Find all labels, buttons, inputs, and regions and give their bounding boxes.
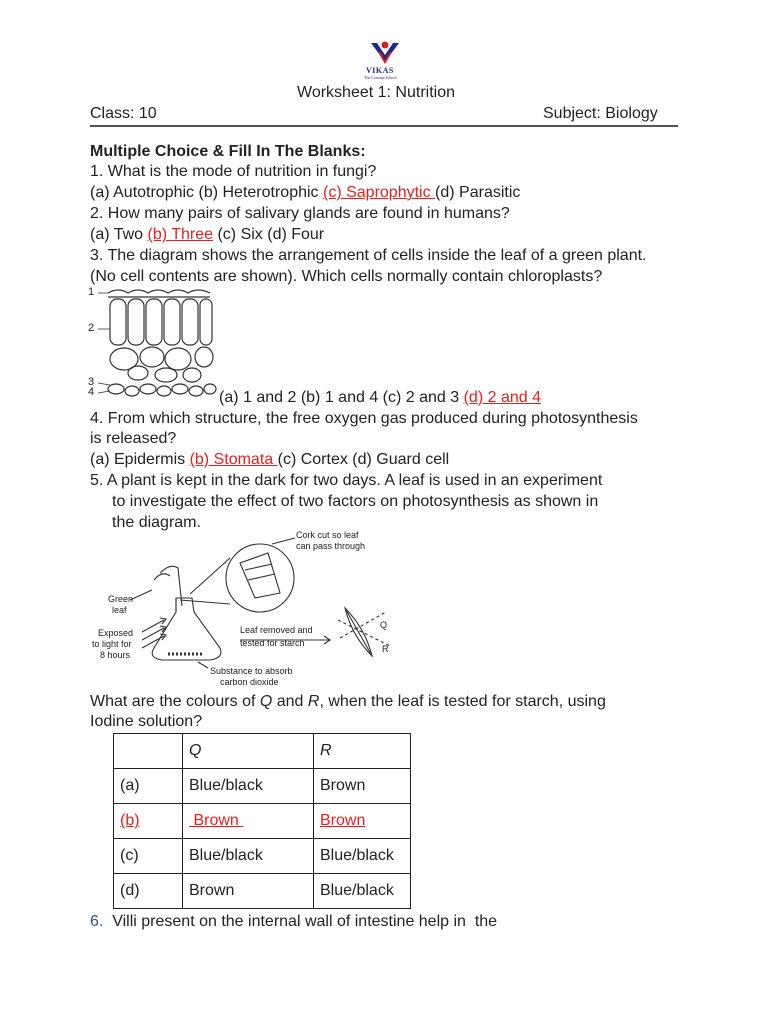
table-header-row bbox=[114, 734, 411, 769]
q6-text: Villi present on the internal wall of intestine help in the bbox=[103, 913, 498, 930]
table-cell bbox=[183, 804, 314, 839]
table-cell: Blue/black bbox=[183, 839, 314, 874]
q1-options-ab: (a) Autotrophic (b) Heterotrophic bbox=[90, 184, 323, 201]
header-rule bbox=[90, 125, 678, 127]
table-header-cell bbox=[183, 734, 314, 769]
q3-options-abc: (a) 1 and 2 (b) 1 and 4 (c) 2 and 3 bbox=[219, 389, 464, 406]
label-exposed: Exposed bbox=[98, 628, 134, 638]
cell-label-1: 1 bbox=[88, 286, 95, 298]
label-removed: Leaf removed and bbox=[240, 625, 313, 635]
q5-line3: the diagram. bbox=[112, 514, 201, 531]
q4-answer: (b) Stomata bbox=[189, 451, 278, 468]
q1-answer: (c) Saprophytic bbox=[323, 184, 436, 201]
table-row-answer bbox=[114, 804, 411, 839]
q4-options-cd: (c) Cortex (d) Guard cell bbox=[277, 451, 450, 468]
answer-table bbox=[113, 733, 411, 909]
cell-label-3: 3 bbox=[88, 376, 95, 388]
q3-line1: 3. The diagram shows the arrangement of cells inside the leaf of a green plant. bbox=[90, 247, 647, 264]
table-header-cell bbox=[114, 734, 183, 769]
q5-line2: to investigate the effect of two factors on photosynthesis as shown in bbox=[112, 493, 599, 510]
table-cell: Blue/black bbox=[314, 839, 411, 874]
table-row bbox=[114, 769, 411, 804]
label-tested: tested for starch bbox=[240, 638, 305, 648]
q2-options-cd: (c) Six (d) Four bbox=[213, 226, 325, 243]
q1-question: 1. What is the mode of nutrition in fungi? bbox=[90, 163, 377, 180]
label-leaf: leaf bbox=[112, 605, 127, 615]
q5-prompt-r: R bbox=[307, 693, 320, 710]
table-cell: Brown bbox=[183, 874, 314, 909]
header-r: R bbox=[320, 742, 332, 759]
header-q: Q bbox=[189, 742, 202, 759]
label-q: Q bbox=[380, 620, 388, 630]
label-co2: carbon dioxide bbox=[220, 677, 279, 687]
q5-prompt-c: , when the leaf is tested for starch, using bbox=[319, 693, 606, 710]
label-r: R bbox=[382, 644, 389, 654]
logo-text: VIKAS bbox=[366, 66, 394, 75]
q6-number: 6. bbox=[90, 913, 104, 930]
subject-label: Subject: Biology bbox=[543, 105, 658, 122]
q3-options bbox=[219, 388, 541, 408]
q1-options bbox=[90, 183, 520, 203]
table-row bbox=[114, 874, 411, 909]
class-label: Class: 10 bbox=[90, 105, 157, 122]
logo-subtext: The Concept School bbox=[364, 75, 397, 80]
table-header-cell bbox=[314, 734, 411, 769]
label-light: to light for bbox=[92, 639, 132, 649]
q5-prompt-b: and bbox=[272, 693, 308, 710]
worksheet-title: Worksheet 1: Nutrition bbox=[297, 84, 455, 101]
table-cell: (b) bbox=[114, 804, 183, 839]
table-cell: Blue/black bbox=[314, 874, 411, 909]
section-title: Multiple Choice & Fill In The Blanks: bbox=[90, 143, 366, 160]
q6-line bbox=[90, 912, 497, 932]
label-substance: Substance to absorb bbox=[210, 666, 293, 676]
q2-options-a: (a) Two bbox=[90, 226, 148, 243]
table-cell: Brown bbox=[314, 769, 411, 804]
q3-line2: (No cell contents are shown). Which cells normally contain chloroplasts? bbox=[90, 268, 603, 285]
leaf-cell-diagram bbox=[88, 285, 218, 400]
table-cell: (d) bbox=[114, 874, 183, 909]
q2-question: 2. How many pairs of salivary glands are found in humans? bbox=[90, 205, 510, 222]
table-cell: (c) bbox=[114, 839, 183, 874]
label-green: Green bbox=[108, 594, 134, 604]
q2-options bbox=[90, 225, 324, 245]
q4-options-a: (a) Epidermis bbox=[90, 451, 190, 468]
q4-line1: 4. From which structure, the free oxygen gas produced during photosynthesis bbox=[90, 410, 638, 427]
experiment-diagram bbox=[90, 528, 410, 690]
q4-options bbox=[90, 450, 449, 470]
q5-prompt-a: What are the colours of bbox=[90, 693, 260, 710]
table-cell: (a) bbox=[114, 769, 183, 804]
answer-q: Brown bbox=[189, 812, 244, 829]
cell-label-2: 2 bbox=[88, 322, 95, 334]
label-cork2: can pass through bbox=[296, 541, 366, 551]
q5-prompt bbox=[90, 692, 606, 712]
q3-answer: (d) 2 and 4 bbox=[463, 389, 541, 406]
label-cork: Cork cut so leaf bbox=[296, 530, 359, 540]
label-hours: 8 hours bbox=[100, 650, 131, 660]
q2-answer: (b) Three bbox=[147, 226, 214, 243]
q5-prompt-line2: Iodine solution? bbox=[90, 713, 203, 730]
q5-prompt-q: Q bbox=[259, 693, 273, 710]
cell-label-4: 4 bbox=[88, 386, 95, 398]
q1-options-d: (d) Parasitic bbox=[435, 184, 521, 201]
table-cell: Brown bbox=[314, 804, 411, 839]
q5-line1: 5. A plant is kept in the dark for two days. A leaf is used in an experiment bbox=[90, 472, 603, 489]
table-row bbox=[114, 839, 411, 874]
table-cell: Blue/black bbox=[183, 769, 314, 804]
q4-line2: is released? bbox=[90, 430, 177, 447]
